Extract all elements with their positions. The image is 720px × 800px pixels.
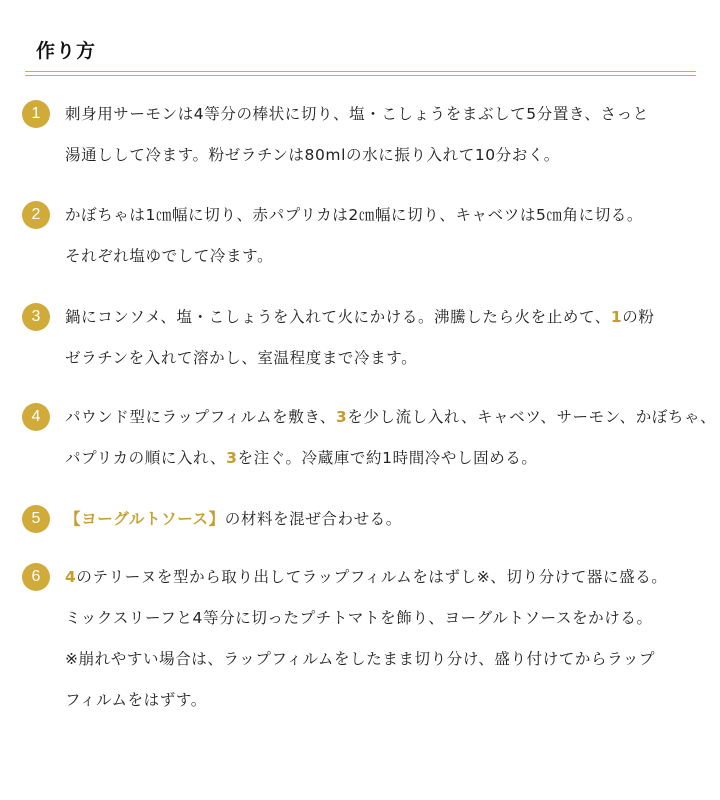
step-text-segment: ※崩れやすい場合は、ラップフィルムをしたまま切り分け、盛り付けてからラップ <box>65 650 656 668</box>
step-text-line <box>65 441 705 482</box>
step-text-line <box>65 400 717 441</box>
step-text-segment: を少し流し入れ、キャベツ、サーモン、かぼちゃ、 <box>347 408 717 426</box>
step-text-line <box>65 502 705 543</box>
step-reference: 【ヨーグルトソース】 <box>65 510 225 528</box>
step-number-badge: 6 <box>22 563 50 591</box>
step-text-segment: ゼラチンを入れて溶かし、室温程度まで冷ます。 <box>65 349 418 367</box>
step-text-line <box>65 300 705 341</box>
step-reference: 4 <box>65 568 77 586</box>
step-text-segment: かぼちゃは1㎝幅に切り、赤パプリカは2㎝幅に切り、キャベツは5㎝角に切る。 <box>65 206 644 224</box>
step-number-badge: 2 <box>22 201 50 229</box>
step-text-segment: パウンド型にラップフィルムを敷き、 <box>65 408 336 426</box>
step-reference: 1 <box>610 308 623 326</box>
step-text-segment: 刺身用サーモンは4等分の棒状に切り、塩・こしょうをまぶして5分置き、さっと <box>65 105 649 123</box>
step-text-line <box>65 138 705 179</box>
step-number-badge: 4 <box>22 403 50 431</box>
step-text-segment: 湯通しして冷ます。粉ゼラチンは80mlの水に振り入れて10分おく。 <box>65 146 560 164</box>
step-number-badge: 3 <box>22 303 50 331</box>
step-text <box>65 97 705 179</box>
step-text <box>65 400 717 482</box>
step-text <box>65 502 705 543</box>
step-text <box>65 560 705 724</box>
step-text <box>65 198 705 280</box>
step-reference: 3 <box>335 408 348 426</box>
step-text-segment: それぞれ塩ゆでして冷ます。 <box>65 247 274 265</box>
step-text-segment: ミックスリーフと4等分に切ったプチトマトを飾り、ヨーグルトソースをかける。 <box>65 609 653 627</box>
step-text-line <box>65 341 705 382</box>
step-text-line <box>65 198 705 239</box>
step-text-line <box>65 560 705 601</box>
step-text-line <box>65 97 705 138</box>
title-divider-top <box>25 71 696 72</box>
step-text-segment: フィルムをはずす。 <box>65 691 207 709</box>
step-text-segment: パプリカの順に入れ、 <box>65 449 227 467</box>
step-text-segment: の材料を混ぜ合わせる。 <box>224 510 402 528</box>
title-divider-bottom <box>25 75 696 76</box>
step-number-badge: 1 <box>22 100 50 128</box>
step-text-line <box>65 642 705 683</box>
step-text-line <box>65 683 705 724</box>
section-title: 作り方 <box>36 40 97 62</box>
step-reference: 3 <box>226 449 238 467</box>
step-text-segment: の粉 <box>622 308 655 326</box>
step-text-line <box>65 601 705 642</box>
step-text-line <box>65 239 705 280</box>
step-number-badge: 5 <box>22 505 50 533</box>
step-text-segment: 鍋にコンソメ、塩・こしょうを入れて火にかける。沸騰したら火を止めて、 <box>65 308 611 326</box>
step-text-segment: を注ぐ。冷蔵庫で約1時間冷やし固める。 <box>237 449 538 467</box>
step-text-segment: のテリーヌを型から取り出してラップフィルムをはずし※、切り分けて器に盛る。 <box>76 568 668 586</box>
step-text <box>65 300 705 382</box>
